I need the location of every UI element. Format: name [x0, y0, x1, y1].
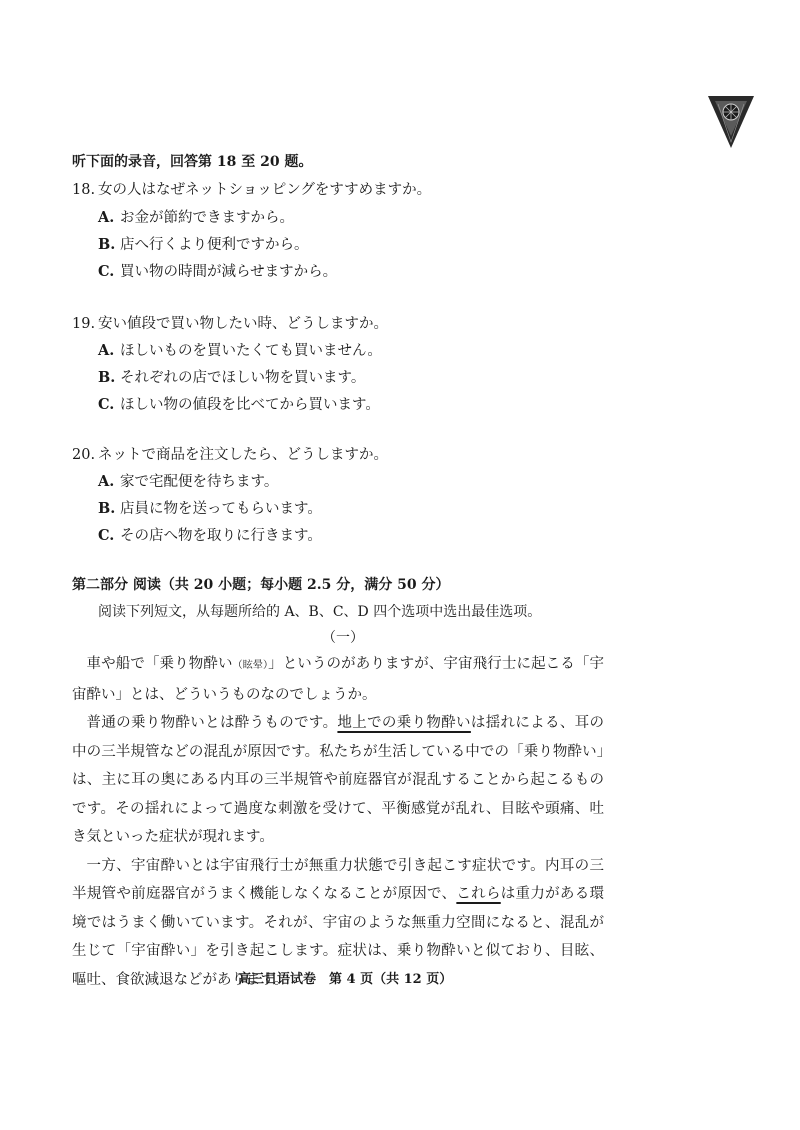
paragraph-1: 車や船で「乗り物酔い（眩晕）」というのがありますが、宇宙飛行士に起こる「宇宙酔い」とは、どういうものなのでしょうか。: [72, 656, 605, 703]
paragraph-3: 一方、宇宙酔いとは宇宙飛行士が無重力状態で引き起こす症状です。内耳の三半規管や前庭器官がうまく機能しなくなることが原因で、これらは重力がある環境ではうまく働いています。それが、宇宙のような無重力空間になると、混乱が生じて「宇宙酔い」を引き起こします。症状は、乗り物酔いと似ており、目眩、嘔吐、食欲減退などがあります。: [72, 857, 605, 988]
option-b: B. 店員に物を送ってもらいます。: [98, 500, 322, 517]
reading-passage: [72, 650, 604, 994]
part2-instruction: 阅读下列短文，从每题所给的 A、B、C、D 四个选项中选出最佳选项。: [98, 604, 542, 620]
triangle-emblem-icon: [706, 94, 756, 150]
option-b: B. それぞれの店でほしい物を買います。: [98, 369, 366, 386]
underlined-phrase: 地上での乗り物酔い: [337, 715, 471, 731]
passage-number: （一）: [322, 630, 364, 646]
option-a: A. お金が節約できますから。: [98, 209, 294, 226]
paragraph-2: 普通の乗り物酔いとは酔うものです。地上での乗り物酔いは揺れによる、耳の中の三半規管などの混乱が原因です。私たちが生活している中での「乗り物酔い」は、主に耳の奥にある内耳の三半規管や前庭器官が混乱することから起こるものです。その揺れによって過度な刺激を受けて、平衡感覚が乱れ、目眩や頭痛、吐き気といった症状が現れます。: [72, 715, 604, 845]
underlined-phrase: これら: [456, 886, 501, 902]
option-c: C. ほしい物の値段を比べてから買います。: [98, 396, 380, 413]
page-footer: 高三日语试卷 第 4 页（共 12 页）: [238, 972, 453, 987]
question-text: 19. 安い値段で買い物したい時、どうしますか。: [72, 316, 388, 332]
option-a: A. 家で宅配便を待ちます。: [98, 473, 279, 490]
question-text: 20. ネットで商品を注文したら、どうしますか。: [72, 447, 388, 463]
option-c: C. 買い物の時間が減らせますから。: [98, 263, 338, 280]
option-c: C. その店へ物を取りに行きます。: [98, 527, 322, 544]
listening-instruction: 听下面的录音，回答第 18 至 20 题。: [72, 154, 313, 170]
part2-heading: 第二部分 阅读（共 20 小题；每小题 2.5 分，满分 50 分）: [72, 577, 450, 593]
option-a: A. ほしいものを買いたくても買いません。: [98, 342, 382, 359]
question-text: 18. 女の人はなぜネットショッピングをすすめますか。: [72, 182, 432, 198]
option-b: B. 店へ行くより便利ですから。: [98, 236, 309, 253]
